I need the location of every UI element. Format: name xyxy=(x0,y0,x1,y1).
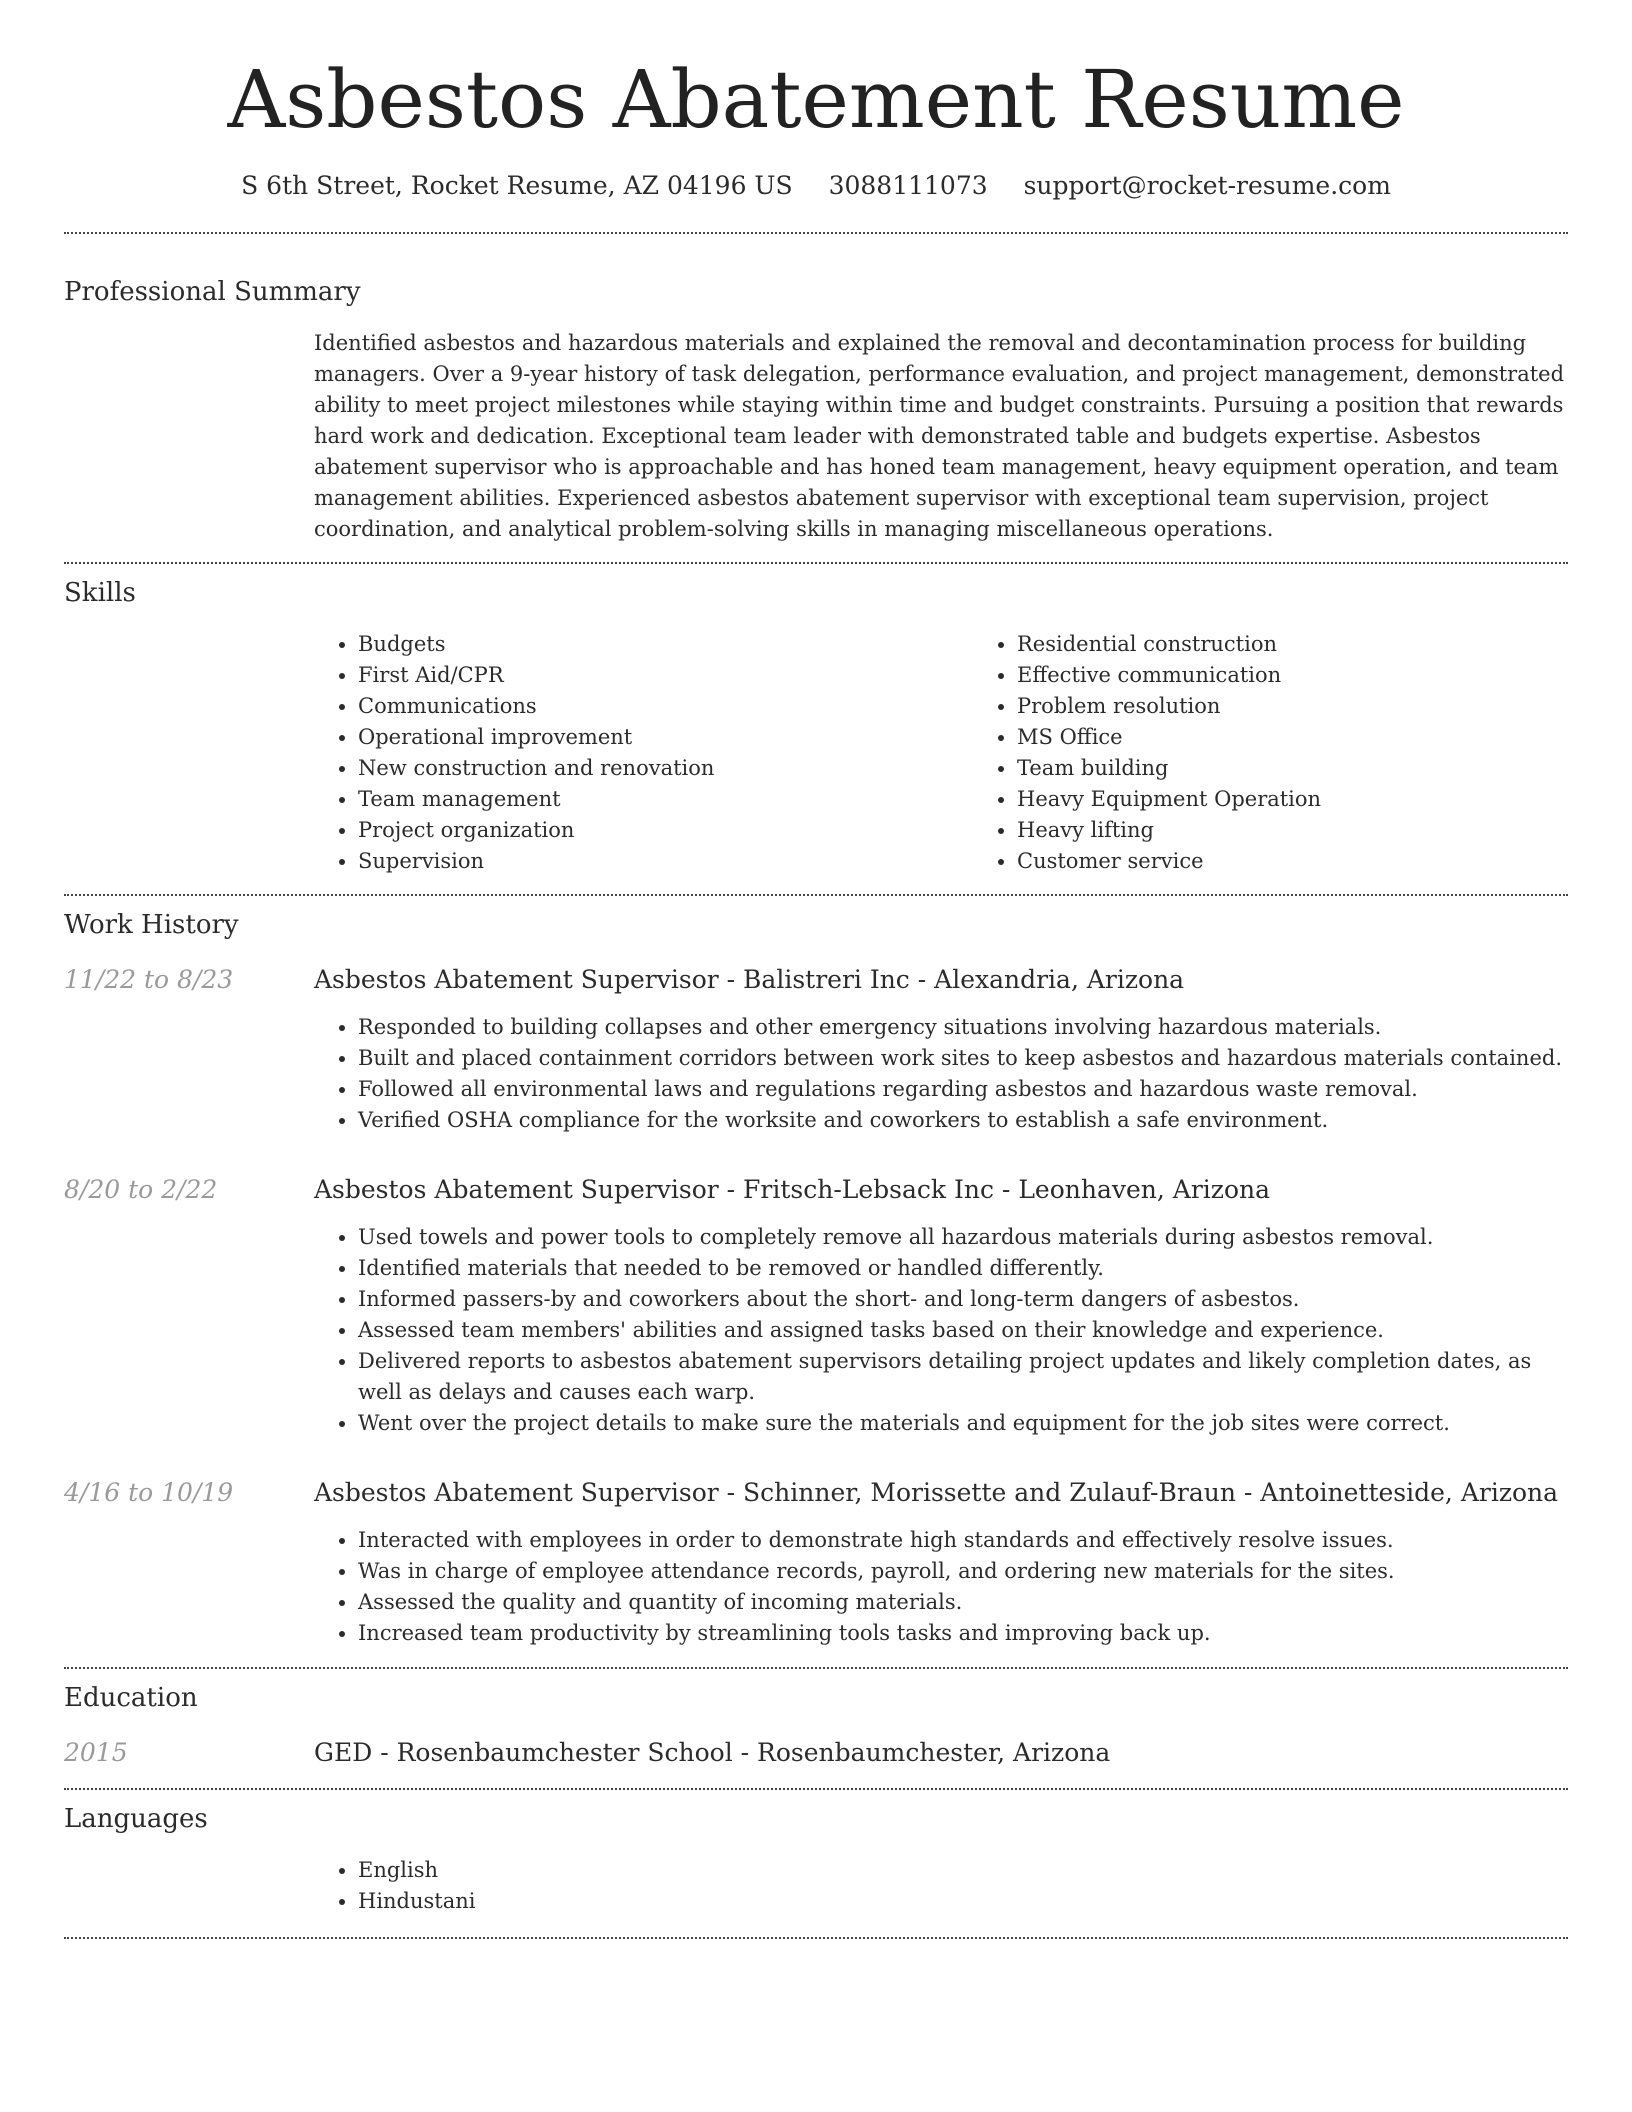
skills-list-right xyxy=(973,629,1632,877)
divider xyxy=(64,1937,1568,1939)
skills-section xyxy=(64,576,1568,877)
job-bullets xyxy=(314,1222,1568,1439)
job-bullet: • Assessed team members' abilities and assigned tasks based on their knowledge and experience. xyxy=(358,1315,1568,1346)
languages-heading: Languages xyxy=(64,1804,208,1834)
divider xyxy=(64,1667,1568,1669)
skill-item: • Project organization xyxy=(358,815,973,846)
job-bullet: • Delivered reports to asbestos abatement supervisors detailing project updates and likely completion dates, as well as delays and causes each warp. xyxy=(358,1346,1568,1408)
languages-list xyxy=(314,1855,1568,1917)
skill-item: • Budgets xyxy=(358,629,973,660)
job-bullet: • Informed passers-by and coworkers about the short- and long-term dangers of asbestos. xyxy=(358,1284,1568,1315)
job-bullet: • Used towels and power tools to completely remove all hazardous materials during asbestos removal. xyxy=(358,1222,1568,1253)
job-bullet: • Was in charge of employee attendance records, payroll, and ordering new materials for the sites. xyxy=(358,1556,1568,1587)
job-bullet: • Identified materials that needed to be removed or handled differently. xyxy=(358,1253,1568,1284)
job-title: Asbestos Abatement Supervisor - Balistreri Inc - Alexandria, Arizona xyxy=(314,965,1185,994)
skill-item: • Operational improvement xyxy=(358,722,973,753)
job-bullet: • Went over the project details to make sure the materials and equipment for the job sites were correct. xyxy=(358,1408,1568,1439)
language-item: • English xyxy=(358,1855,1568,1886)
job-bullet: • Interacted with employees in order to demonstrate high standards and effectively resolve issues. xyxy=(358,1525,1568,1556)
job-bullet: • Verified OSHA compliance for the worksite and coworkers to establish a safe environment. xyxy=(358,1105,1568,1136)
job-bullet: • Assessed the quality and quantity of incoming materials. xyxy=(358,1587,1568,1618)
job-date: 8/20 to 2/22 xyxy=(64,1175,218,1204)
skill-item: • Heavy Equipment Operation xyxy=(1017,784,1632,815)
summary-heading: Professional Summary xyxy=(64,277,361,307)
education-entry: GED - Rosenbaumchester School - Rosenbaumchester, Arizona xyxy=(314,1738,1111,1767)
job-title: Asbestos Abatement Supervisor - Schinner, Morissette and Zulauf-Braun - Antoinetteside, Arizona xyxy=(314,1478,1559,1507)
job-entry xyxy=(64,963,1568,1136)
work-section xyxy=(64,908,1568,1649)
skill-item: • Problem resolution xyxy=(1017,691,1632,722)
skill-item: • Supervision xyxy=(358,846,973,877)
skills-list-left xyxy=(314,629,973,877)
language-item: • Hindustani xyxy=(358,1886,1568,1917)
summary-section xyxy=(64,275,1568,545)
contact-phone: 3088111073 xyxy=(828,171,988,200)
skill-item: • Customer service xyxy=(1017,846,1632,877)
job-bullets xyxy=(314,1012,1568,1136)
job-bullet: • Increased team productivity by streamlining tools tasks and improving back up. xyxy=(358,1618,1568,1649)
skill-item: • MS Office xyxy=(1017,722,1632,753)
skill-item: • Team management xyxy=(358,784,973,815)
skill-item: • Heavy lifting xyxy=(1017,815,1632,846)
job-date: 4/16 to 10/19 xyxy=(64,1478,234,1507)
job-title: Asbestos Abatement Supervisor - Fritsch-Lebsack Inc - Leonhaven, Arizona xyxy=(314,1175,1271,1204)
resume-header xyxy=(64,54,1568,202)
resume-page xyxy=(64,0,1568,1939)
job-bullet: • Responded to building collapses and other emergency situations involving hazardous materials. xyxy=(358,1012,1568,1043)
skill-item: • Team building xyxy=(1017,753,1632,784)
job-date: 11/22 to 8/23 xyxy=(64,965,234,994)
divider xyxy=(64,894,1568,896)
job-bullet: • Built and placed containment corridors between work sites to keep asbestos and hazardous materials contained. xyxy=(358,1043,1568,1074)
contact-line xyxy=(64,170,1568,202)
summary-text: Identified asbestos and hazardous materials and explained the removal and decontamination process for building managers. Over a 9-year history of task delegation, performance evaluation, and project management, demonstrated ability to meet project milestones while staying within time and budget constraints. Pursuing a position that rewards hard work and dedication. Exceptional team leader with demonstrated table and budgets expertise. Asbestos abatement supervisor who is approachable and has honed team management, heavy equipment operation, and team management abilities. Experienced asbestos abatement supervisor with exceptional team supervision, project coordination, and analytical problem-solving skills in managing miscellaneous operations. xyxy=(314,331,1565,541)
languages-section xyxy=(64,1802,1568,1917)
education-section xyxy=(64,1681,1568,1770)
skill-item: • Communications xyxy=(358,691,973,722)
job-bullets xyxy=(314,1525,1568,1649)
education-date: 2015 xyxy=(64,1738,128,1767)
job-entry xyxy=(64,1173,1568,1439)
contact-address: S 6th Street, Rocket Resume, AZ 04196 US xyxy=(241,171,793,200)
work-heading: Work History xyxy=(64,910,239,940)
resume-title: Asbestos Abatement Resume xyxy=(227,53,1405,146)
skill-item: • Residential construction xyxy=(1017,629,1632,660)
skill-item: • Effective communication xyxy=(1017,660,1632,691)
education-heading: Education xyxy=(64,1683,198,1713)
divider xyxy=(64,232,1568,234)
job-entry xyxy=(64,1476,1568,1649)
skill-item: • New construction and renovation xyxy=(358,753,973,784)
skill-item: • First Aid/CPR xyxy=(358,660,973,691)
contact-email: support@rocket-resume.com xyxy=(1023,171,1391,200)
divider xyxy=(64,1788,1568,1790)
job-bullet: • Followed all environmental laws and regulations regarding asbestos and hazardous waste removal. xyxy=(358,1074,1568,1105)
skills-heading: Skills xyxy=(64,578,136,608)
divider xyxy=(64,562,1568,564)
